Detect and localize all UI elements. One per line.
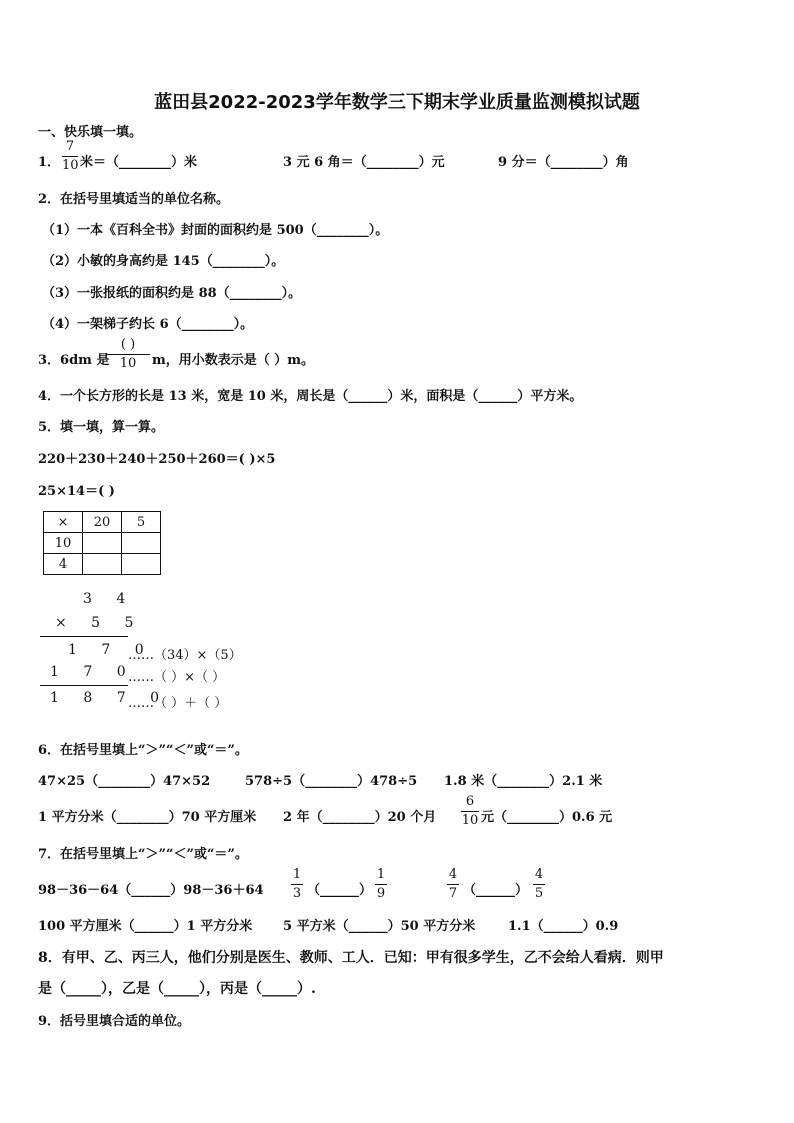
- q3-suffix: m，用小数表示是（ ）m。: [152, 353, 315, 368]
- q6-fraction: [461, 794, 479, 829]
- q3-prefix: 3．6dm 是: [38, 353, 110, 368]
- q5-equation-1: 220＋230＋240＋250＋260＝( )×5: [38, 452, 276, 467]
- fraction-numerator: 7: [65, 139, 75, 154]
- vertical-rule: [40, 685, 128, 686]
- q7-blank: （______）: [307, 883, 373, 898]
- vertical-multiplier: × 5 5: [55, 615, 144, 631]
- fraction-denominator: 3: [292, 886, 302, 901]
- q6-row1-b: 578÷5（________）478÷5: [245, 774, 418, 789]
- q6-row2-c: 元（________）0.6 元: [481, 810, 613, 825]
- q5-equation-2: 25×14＝( ): [38, 484, 115, 499]
- q2-item: （2）小敏的身高约是 145（________）。: [42, 254, 285, 269]
- vertical-product: 1 8 7 0: [50, 690, 169, 706]
- vertical-multiplicand: 3 4: [83, 591, 136, 607]
- q2-item: （4）一架梯子约长 6（________）。: [42, 317, 254, 332]
- q7-row2-a: 100 平方厘米（______）1 平方分米: [38, 919, 253, 934]
- fraction-denominator: 5: [534, 886, 544, 901]
- multiplication-grid: [43, 511, 161, 575]
- q6-row2-a: 1 平方分米（________）70 平方厘米: [38, 810, 257, 825]
- grid-cell: 10: [44, 533, 83, 554]
- fraction-numerator: ( ): [120, 337, 136, 352]
- fraction-numerator: 1: [376, 867, 386, 882]
- grid-cell: 4: [44, 554, 83, 575]
- q7-row1-a: 98－36－64（______）98－36＋64: [38, 883, 264, 898]
- q6-row1-c: 1.8 米（________）2.1 米: [444, 774, 603, 789]
- q7-row2-c: 1.1（______）0.9: [508, 919, 619, 934]
- q1-part-a: 米＝（________）米: [80, 155, 198, 170]
- q7-fraction: [533, 867, 545, 902]
- page-title: 蓝田县2022-2023学年数学三下期末学业质量监测模拟试题: [154, 92, 640, 113]
- vertical-rule: [40, 636, 128, 637]
- q2-item: （3）一张报纸的面积约是 88（________）。: [42, 286, 302, 301]
- q7-fraction: [447, 867, 459, 902]
- q5-heading: 5．填一填，算一算。: [38, 420, 165, 435]
- section-heading: 一、快乐填一填。: [38, 125, 143, 140]
- grid-cell-blank: [83, 554, 122, 575]
- grid-cell-blank: [122, 533, 161, 554]
- q1-fraction: [62, 139, 78, 174]
- fraction-denominator: 10: [119, 356, 137, 371]
- q7-row2-b: 5 平方米（______）50 平方分米: [283, 919, 476, 934]
- fraction-numerator: 6: [465, 794, 475, 809]
- grid-cell: ×: [44, 512, 83, 533]
- vertical-note-3: ……（ ）＋（ ）: [128, 696, 228, 711]
- fraction-denominator: 10: [461, 813, 479, 828]
- q2-item: （1）一本《百科全书》封面的面积约是 500（________）。: [42, 223, 389, 238]
- q6-heading: 6．在括号里填上“＞”“＜”或“＝”。: [38, 743, 248, 758]
- q1-number: 1．: [38, 155, 61, 170]
- q6-row2-b: 2 年（________）20 个月: [283, 810, 437, 825]
- q7-heading: 7．在括号里填上“＞”“＜”或“＝”。: [38, 847, 248, 862]
- grid-cell-blank: [122, 554, 161, 575]
- q3-fraction: [106, 337, 150, 372]
- q8-line-2: 是（_____），乙是（_____），丙是（_____）.: [38, 981, 316, 997]
- grid-cell: 20: [83, 512, 122, 533]
- fraction-numerator: 1: [292, 867, 302, 882]
- q2-heading: 2．在括号里填适当的单位名称。: [38, 192, 230, 207]
- fraction-numerator: 4: [448, 867, 458, 882]
- vertical-note-2: ……（ ）×（ ）: [128, 670, 226, 685]
- fraction-denominator: 7: [448, 886, 458, 901]
- q8-line-1: 8．有甲、乙、丙三人，他们分别是医生、教师、工人．已知：甲有很多学生，乙不会给人看病．则甲: [38, 950, 664, 966]
- vertical-partial-2: 1 7 0: [50, 664, 136, 680]
- q7-fraction: [291, 867, 303, 902]
- q7-blank: （______）: [463, 883, 529, 898]
- grid-cell-blank: [83, 533, 122, 554]
- fraction-denominator: 10: [62, 158, 79, 173]
- q1-part-b: 3 元 6 角＝（________）元: [283, 155, 445, 170]
- fraction-denominator: 9: [376, 886, 386, 901]
- q6-row1-a: 47×25（________）47×52: [38, 774, 211, 789]
- grid-cell: 5: [122, 512, 161, 533]
- vertical-partial-1: 1 7 0: [68, 642, 154, 658]
- fraction-numerator: 4: [534, 867, 544, 882]
- vertical-note-1: ……（34）×（5）: [128, 648, 242, 663]
- q7-fraction: [375, 867, 387, 902]
- q1-part-c: 9 分＝（________）角: [498, 155, 629, 170]
- q4-text: 4．一个长方形的长是 13 米，宽是 10 米，周长是（______）米，面积是（______）平方米。: [38, 389, 583, 404]
- q9-heading: 9．括号里填合适的单位。: [38, 1014, 191, 1029]
